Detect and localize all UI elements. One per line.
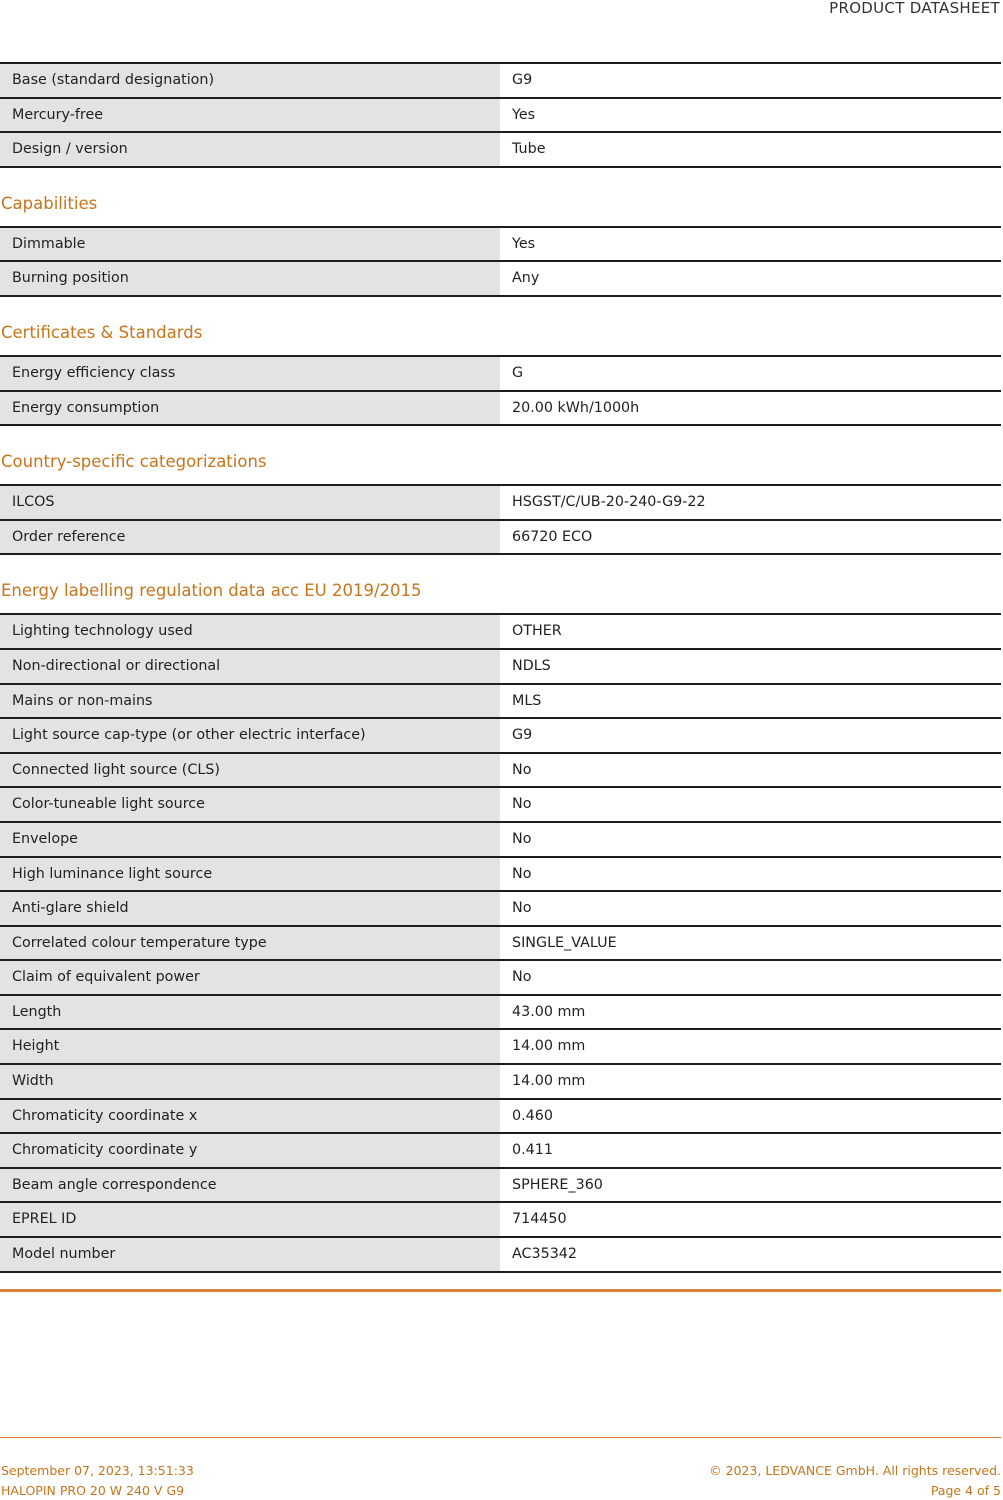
row-label: Design / version: [0, 133, 500, 166]
table-row: [0, 961, 1001, 996]
section-title: Certificates & Standards: [1, 322, 203, 342]
footer-page-number: Page 4 of 5: [930, 1483, 1001, 1498]
table-row: [0, 996, 1001, 1031]
table-row: [0, 1030, 1001, 1065]
row-value: 714450: [501, 1203, 1001, 1236]
row-label: Correlated colour temperature type: [0, 927, 500, 960]
table-row: [0, 228, 1001, 263]
table-row: [0, 486, 1001, 521]
table-row: [0, 99, 1001, 134]
row-label: Chromaticity coordinate y: [0, 1134, 500, 1167]
row-value: Yes: [501, 228, 1001, 261]
section-certificates-standards: [0, 297, 1001, 426]
table-row: [0, 1065, 1001, 1100]
general-table: [0, 62, 1001, 168]
row-label: Length: [0, 996, 500, 1029]
row-value: SPHERE_360: [501, 1169, 1001, 1202]
table-row: [0, 615, 1001, 650]
table-row: [0, 892, 1001, 927]
section-title: Capabilities: [1, 193, 98, 213]
table-row: [0, 1134, 1001, 1169]
row-value: 0.460: [501, 1100, 1001, 1133]
section-energy-labelling: [0, 555, 1001, 1272]
row-label: Anti-glare shield: [0, 892, 500, 925]
row-label: Mains or non-mains: [0, 685, 500, 718]
row-label: Claim of equivalent power: [0, 961, 500, 994]
section-title: Country-specific categorizations: [1, 452, 267, 472]
table-row: [0, 133, 1001, 168]
table-row: [0, 64, 1001, 99]
section-capabilities: [0, 168, 1001, 297]
section-table: [0, 355, 1001, 426]
row-value: HSGST/C/UB-20-240-G9-22: [501, 486, 1001, 519]
row-label: Mercury-free: [0, 99, 500, 132]
row-label: Color-tuneable light source: [0, 788, 500, 821]
row-label: Energy efficiency class: [0, 357, 500, 390]
row-value: AC35342: [501, 1238, 1001, 1271]
row-label: ILCOS: [0, 486, 500, 519]
row-label: Energy consumption: [0, 392, 500, 425]
row-label: EPREL ID: [0, 1203, 500, 1236]
row-value: 20.00 kWh/1000h: [501, 392, 1001, 425]
table-row: [0, 1238, 1001, 1273]
row-label: High luminance light source: [0, 858, 500, 891]
row-value: 14.00 mm: [501, 1030, 1001, 1063]
row-value: Any: [501, 262, 1001, 295]
table-row: [0, 521, 1001, 556]
row-label: Connected light source (CLS): [0, 754, 500, 787]
table-row: [0, 1203, 1001, 1238]
table-row: [0, 1169, 1001, 1204]
row-value: OTHER: [501, 615, 1001, 648]
row-label: Base (standard designation): [0, 64, 500, 97]
row-value: G: [501, 357, 1001, 390]
row-value: No: [501, 892, 1001, 925]
row-value: Yes: [501, 99, 1001, 132]
table-row: [0, 927, 1001, 962]
row-value: No: [501, 961, 1001, 994]
section-table: [0, 226, 1001, 297]
section-title: Energy labelling regulation data acc EU 2019/2015: [1, 581, 422, 601]
footer-rule: [0, 1437, 1001, 1438]
row-label: Beam angle correspondence: [0, 1169, 500, 1202]
table-row: [0, 685, 1001, 720]
table-row: [0, 823, 1001, 858]
row-label: Chromaticity coordinate x: [0, 1100, 500, 1133]
row-label: Height: [0, 1030, 500, 1063]
row-value: G9: [501, 719, 1001, 752]
row-label: Model number: [0, 1238, 500, 1271]
footer-copyright: © 2023, LEDVANCE GmbH. All rights reserved.: [709, 1463, 1001, 1478]
row-value: 14.00 mm: [501, 1065, 1001, 1098]
row-label: Order reference: [0, 521, 500, 554]
row-value: 66720 ECO: [501, 521, 1001, 554]
section-table: [0, 484, 1001, 555]
row-value: 0.411: [501, 1134, 1001, 1167]
row-value: G9: [501, 64, 1001, 97]
row-value: No: [501, 823, 1001, 856]
footer-product-name: HALOPIN PRO 20 W 240 V G9: [1, 1483, 185, 1498]
row-label: Burning position: [0, 262, 500, 295]
row-value: No: [501, 788, 1001, 821]
section-table: [0, 613, 1001, 1272]
table-row: [0, 788, 1001, 823]
table-row: [0, 858, 1001, 893]
content-end-rule: [0, 1289, 1001, 1292]
row-label: Width: [0, 1065, 500, 1098]
document-header-title: PRODUCT DATASHEET: [829, 0, 1000, 17]
table-row: [0, 719, 1001, 754]
row-label: Light source cap-type (or other electric interface): [0, 719, 500, 752]
table-row: [0, 1100, 1001, 1135]
table-row: [0, 392, 1001, 427]
row-value: NDLS: [501, 650, 1001, 683]
row-value: 43.00 mm: [501, 996, 1001, 1029]
footer-date: September 07, 2023, 13:51:33: [1, 1463, 194, 1478]
table-row: [0, 754, 1001, 789]
row-label: Lighting technology used: [0, 615, 500, 648]
row-value: Tube: [501, 133, 1001, 166]
datasheet-content: [0, 62, 1001, 1273]
row-label: Envelope: [0, 823, 500, 856]
section-country-specific: [0, 426, 1001, 555]
table-row: [0, 650, 1001, 685]
table-row: [0, 357, 1001, 392]
row-label: Non-directional or directional: [0, 650, 500, 683]
row-label: Dimmable: [0, 228, 500, 261]
row-value: No: [501, 858, 1001, 891]
row-value: SINGLE_VALUE: [501, 927, 1001, 960]
row-value: No: [501, 754, 1001, 787]
table-row: [0, 262, 1001, 297]
row-value: MLS: [501, 685, 1001, 718]
